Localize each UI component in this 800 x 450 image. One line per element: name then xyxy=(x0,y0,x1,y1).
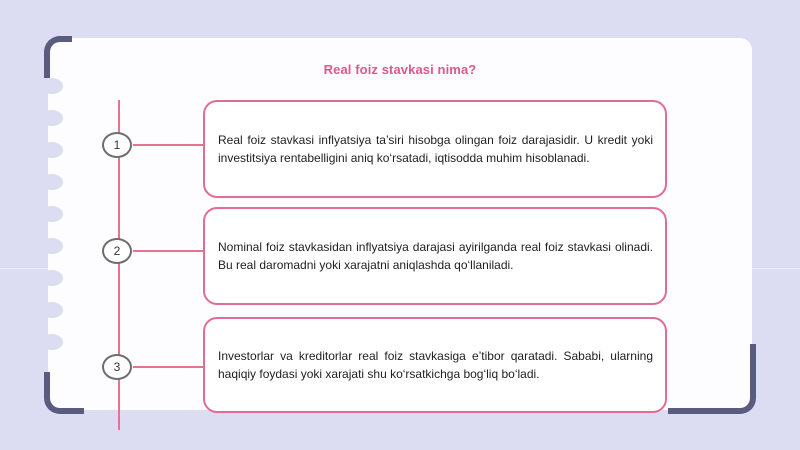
step-card xyxy=(203,317,667,413)
step-text: Real foiz stavkasi inflyatsiya ta’siri hisobga olingan foiz darajasidir. U kredit yoki investitsiya rentabelligini aniq ko‘rsatadi, iqtisodda muhim hisoblanadi. xyxy=(218,133,653,165)
binder-hole xyxy=(41,78,63,94)
binder-hole xyxy=(41,238,63,254)
step-card xyxy=(203,100,667,198)
frame-corner-bottom-left xyxy=(44,372,84,414)
binder-hole xyxy=(41,270,63,286)
timeline-connector xyxy=(133,366,203,368)
timeline-connector xyxy=(133,144,203,146)
step-number-badge: 1 xyxy=(102,132,132,158)
binder-hole xyxy=(41,206,63,222)
binder-hole xyxy=(41,334,63,350)
timeline-connector xyxy=(133,250,203,252)
step-number-badge: 2 xyxy=(102,238,132,264)
step-text: Nominal foiz stavkasidan inflyatsiya darajasi ayirilganda real foiz stavkasi olinadi. Bu real daromadni yoki xarajatni aniqlashda qo‘llaniladi. xyxy=(218,240,653,272)
step-number-badge: 3 xyxy=(102,354,132,380)
binder-hole xyxy=(41,142,63,158)
binder-hole xyxy=(41,174,63,190)
frame-corner-bottom-right xyxy=(668,344,756,414)
binder-hole xyxy=(41,302,63,318)
slide-title: Real foiz stavkasi nima? xyxy=(323,62,477,77)
step-card xyxy=(203,207,667,305)
step-text: Investorlar va kreditorlar real foiz stavkasiga e’tibor qaratadi. Sababi, ularning haqiqiy foydasi yoki xarajati shu ko‘rsatkichga bog‘liq bo‘ladi. xyxy=(218,349,653,381)
binder-hole xyxy=(41,110,63,126)
